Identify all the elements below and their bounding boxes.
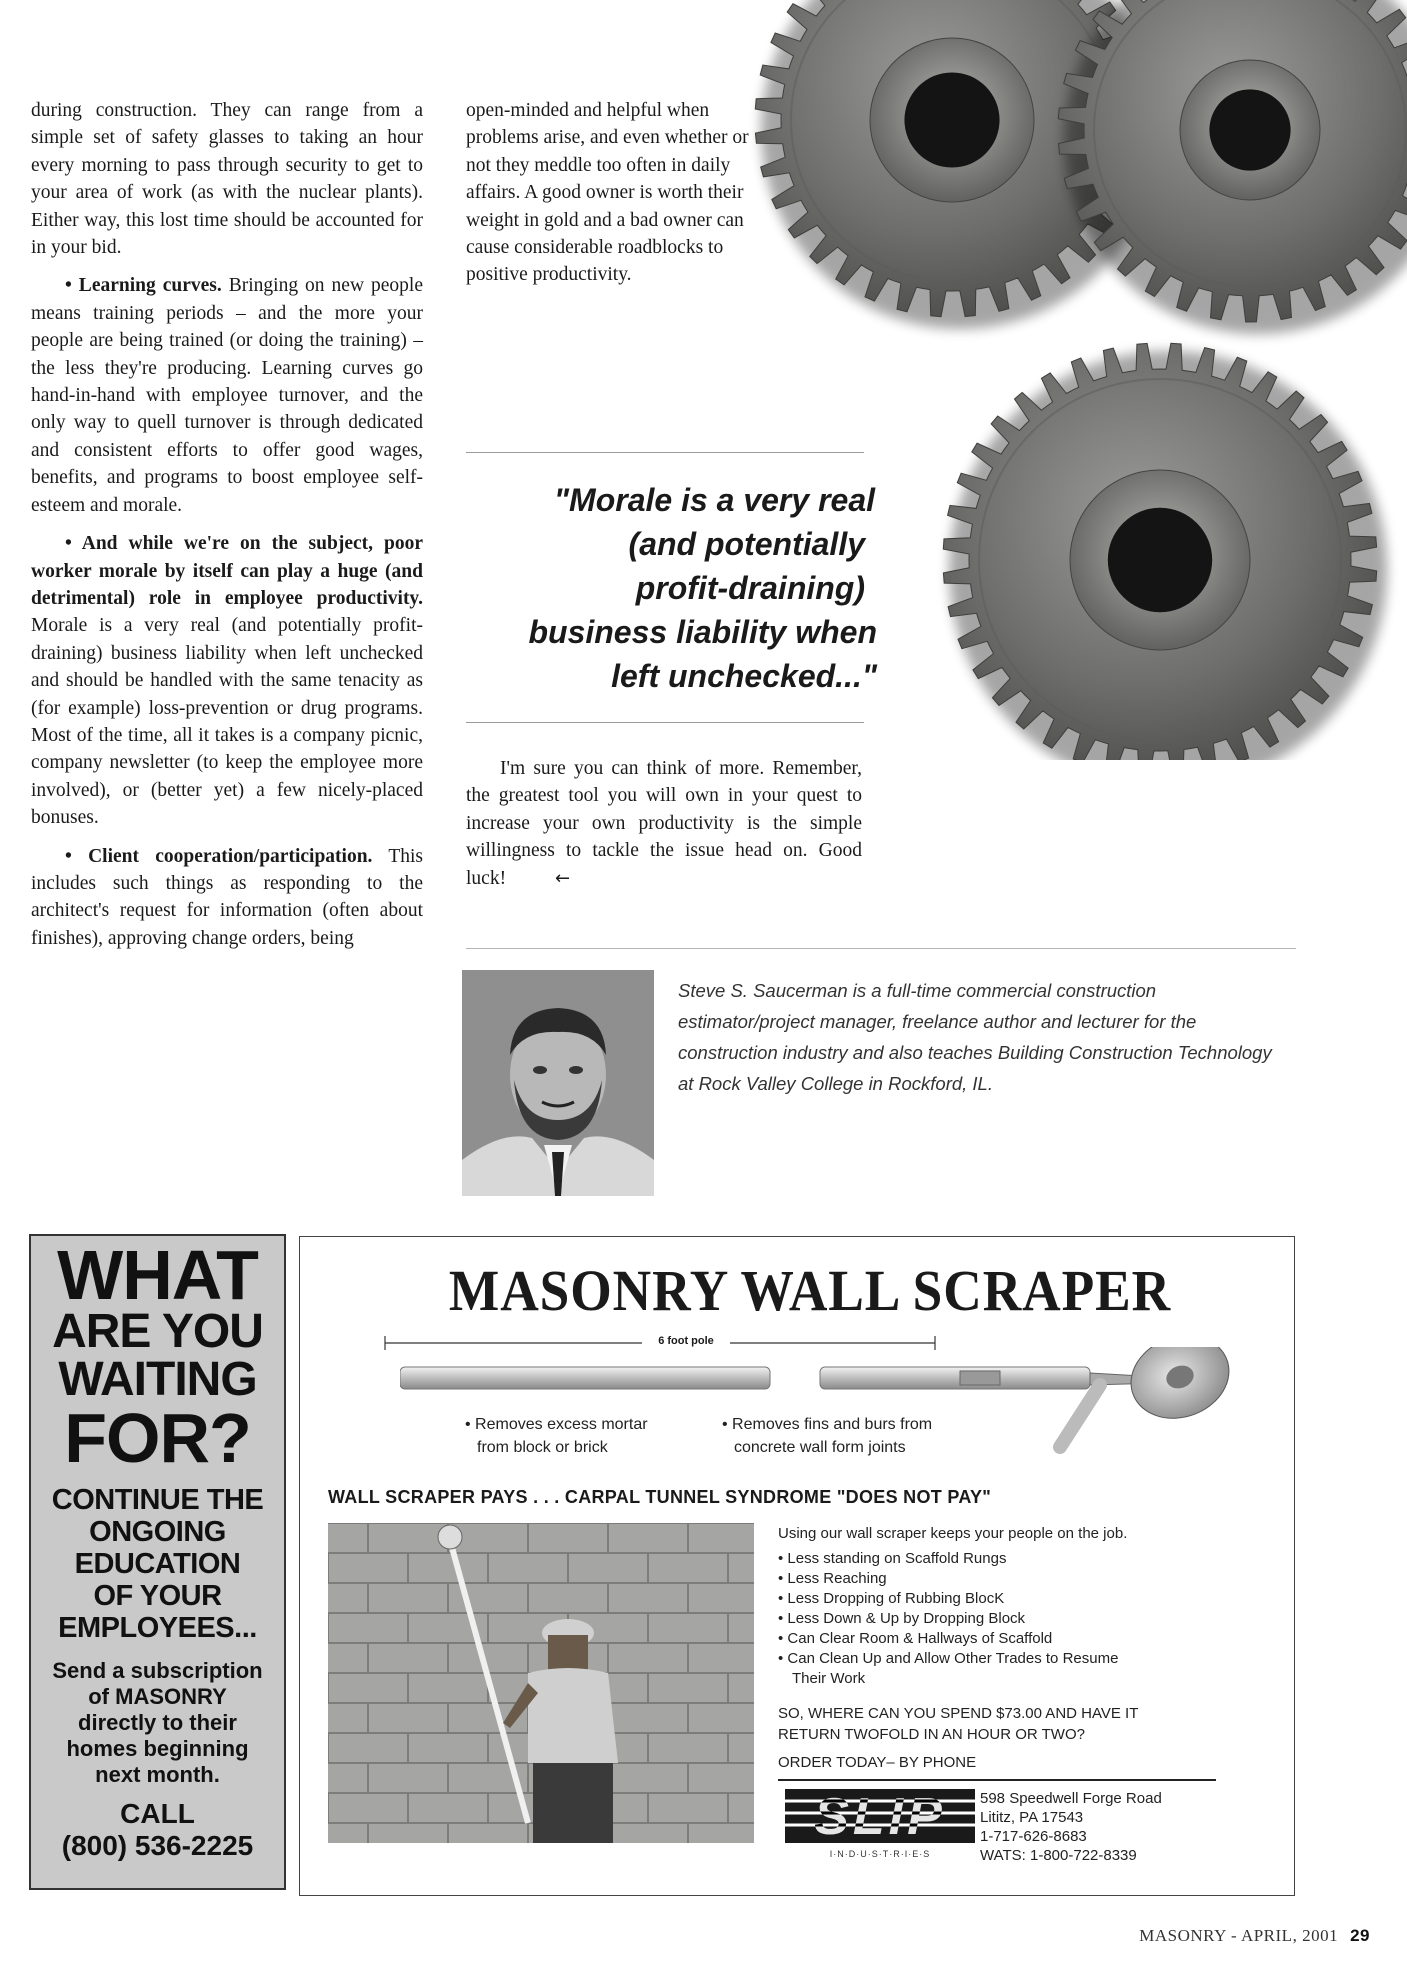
ad-address-line: Lititz, PA 17543 xyxy=(980,1809,1084,1826)
ad-address xyxy=(980,1789,1162,1865)
ad-body-line: of MASONRY xyxy=(88,1684,227,1709)
ad-address-line: WATS: 1-800-722-8339 xyxy=(980,1847,1137,1864)
page-footer xyxy=(1040,1926,1370,1946)
publication-name: MASONRY - APRIL, 2001 xyxy=(1139,1926,1339,1945)
ad-sub-line: ONGOING xyxy=(89,1516,226,1548)
pull-quote xyxy=(455,478,875,698)
ad-sub-line: OF YOUR xyxy=(93,1580,222,1612)
ad-benefit-item: • Can Clean Up and Allow Other Trades to Resume xyxy=(778,1650,1119,1667)
pull-quote-line: profit-draining) xyxy=(635,570,865,606)
pull-quote-line: "Morale is a very real xyxy=(553,482,875,518)
divider xyxy=(466,722,864,723)
gear-top-right xyxy=(1058,0,1407,334)
body-morale: Morale is a very real (and potentially profit-draining) business liability when left unchecked and should be handled with the same tenacity as (for example) loss-prevention or drug programs. Most of the time, all it takes is a company picnic, company newsletter (to keep the employee more involved), or (better yet) a few nicely-placed bonuses. xyxy=(31,615,423,829)
wall-scraper-ad xyxy=(299,1236,1295,1896)
end-mark-icon: ← xyxy=(554,867,571,889)
ad-sub-line: CONTINUE THE xyxy=(51,1484,264,1516)
ad-bullet-line: • Removes excess mortar xyxy=(465,1416,648,1433)
author-photo xyxy=(462,970,654,1196)
lead-client-cooperation: • Client cooperation/participation. xyxy=(65,845,373,867)
subscription-ad xyxy=(29,1234,286,1890)
ad-headline-line: WAITING xyxy=(58,1353,257,1406)
ad-question xyxy=(778,1703,1138,1745)
ad-question-line: RETURN TWOFOLD IN AN HOUR OR TWO? xyxy=(778,1726,1085,1743)
ad-order: ORDER TODAY– BY PHONE xyxy=(778,1754,977,1771)
body-client-cooperation: This includes such things as responding to the architect's request for information (often about finishes), approving change orders, being xyxy=(31,845,423,949)
divider xyxy=(466,452,864,453)
ad-body-line: directly to their xyxy=(78,1710,237,1735)
ad-body-line: Send a subscription xyxy=(52,1658,263,1683)
ad-call: CALL xyxy=(120,1798,195,1829)
ad-sub-line: EDUCATION xyxy=(74,1548,241,1580)
ad-bullet-line: • Removes fins and burs from xyxy=(722,1416,933,1433)
ad-benefit-item: • Less standing on Scaffold Rungs xyxy=(778,1550,1007,1567)
ad-benefit-item: • Less Down & Up by Dropping Block xyxy=(778,1610,1026,1627)
ad-question-line: SO, WHERE CAN YOU SPEND $73.00 AND HAVE IT xyxy=(778,1705,1139,1722)
pull-quote-line: business liability when xyxy=(528,614,877,650)
ad-bullet-fins xyxy=(722,1413,932,1459)
ad-sub-line: EMPLOYEES... xyxy=(58,1612,257,1644)
ad-phone: (800) 536-2225 xyxy=(61,1830,254,1861)
pull-quote-line: left unchecked..." xyxy=(611,658,877,694)
article-column-left xyxy=(31,97,423,952)
ad-headline-for: FOR? xyxy=(64,1399,251,1477)
ad-benefit-item: Their Work xyxy=(792,1670,866,1687)
ad-benefit-item: • Can Clear Room & Hallways of Scaffold xyxy=(778,1630,1053,1647)
paragraph-morale xyxy=(31,530,423,831)
ad-headline-what: WHAT xyxy=(57,1236,258,1314)
ad-headline-line: ARE YOU xyxy=(52,1305,263,1358)
author-bio: Steve S. Saucerman is a full-time commercial construction estimator/project manager, freelance author and lecturer for the construction industry and also teaches Building Construction Technology at Rock Valley College in Rockford, IL. xyxy=(678,980,1272,1094)
slip-logo xyxy=(785,1785,975,1863)
page-number: 29 xyxy=(1350,1926,1370,1945)
slip-logo-text: SLIP xyxy=(814,1788,946,1846)
worker-photo xyxy=(328,1523,754,1843)
ad-bullet-mortar xyxy=(465,1413,648,1459)
paragraph-lost-time: during construction. They can range from a simple set of safety glasses to taking an hour every morning to pass through security to get to your area of work (as with the nuclear plants). Either way, this lost time should be accounted for in your bid. xyxy=(31,100,423,259)
body-learning-curves: Bringing on new people means training periods – and the more your people are being trained (or doing the training) – the less they're producing. Learning curves go hand-in-hand with employee turnover, and the only way to quell turnover is through dedicated and consistent efforts to offer good wages, benefits, and programs to boost employee self-esteem and morale. xyxy=(31,275,423,516)
ad-benefits-list xyxy=(778,1549,1118,1689)
ad-divider xyxy=(778,1779,1216,1781)
article-closing xyxy=(466,755,862,892)
lead-learning-curves: • Learning curves. xyxy=(65,275,222,297)
ad-bullet-line: concrete wall form joints xyxy=(734,1439,906,1456)
paragraph-client-cooperation xyxy=(31,843,423,953)
ad-body-line: next month. xyxy=(95,1762,220,1787)
paragraph-owner: open-minded and helpful when problems arise, and even whether or not they meddle too often in daily affairs. A good owner is worth their weight in gold and a bad owner can cause considerable roadblocks to positive productivity. xyxy=(466,100,749,286)
pole-label: 6 foot pole xyxy=(658,1335,714,1347)
divider xyxy=(466,948,1296,949)
paragraph-closing: I'm sure you can think of more. Remember, the greatest tool you will own in your quest to increase your own productivity is the simple willingness to tackle the issue head on. Good luck! xyxy=(466,758,862,889)
gear-bottom xyxy=(943,343,1387,760)
paragraph-learning-curves xyxy=(31,272,423,519)
article-column-right-top xyxy=(466,97,762,289)
ad-benefit-item: • Less Reaching xyxy=(778,1570,887,1587)
slip-logo-subtitle: I·N·D·U·S·T·R·I·E·S xyxy=(829,1849,931,1859)
ad-address-line: 598 Speedwell Forge Road xyxy=(980,1790,1162,1807)
ad-benefit-item: • Less Dropping of Rubbing BlocK xyxy=(778,1590,1005,1607)
lead-morale: • And while we're on the subject, poor worker morale by itself can play a huge (and detrimental) role in employee productivity. xyxy=(31,533,423,609)
pull-quote-line: (and potentially xyxy=(628,526,865,562)
ad-headline: WALL SCRAPER PAYS . . . CARPAL TUNNEL SYNDROME "DOES NOT PAY" xyxy=(328,1487,992,1507)
ad-title: MASONRY WALL SCRAPER xyxy=(448,1258,1172,1323)
ad-address-line: 1-717-626-8683 xyxy=(980,1828,1087,1845)
ad-intro: Using our wall scraper keeps your people on the job. xyxy=(778,1525,1128,1542)
ad-bullet-line: from block or brick xyxy=(477,1439,608,1456)
ad-body-line: homes beginning xyxy=(66,1736,249,1761)
